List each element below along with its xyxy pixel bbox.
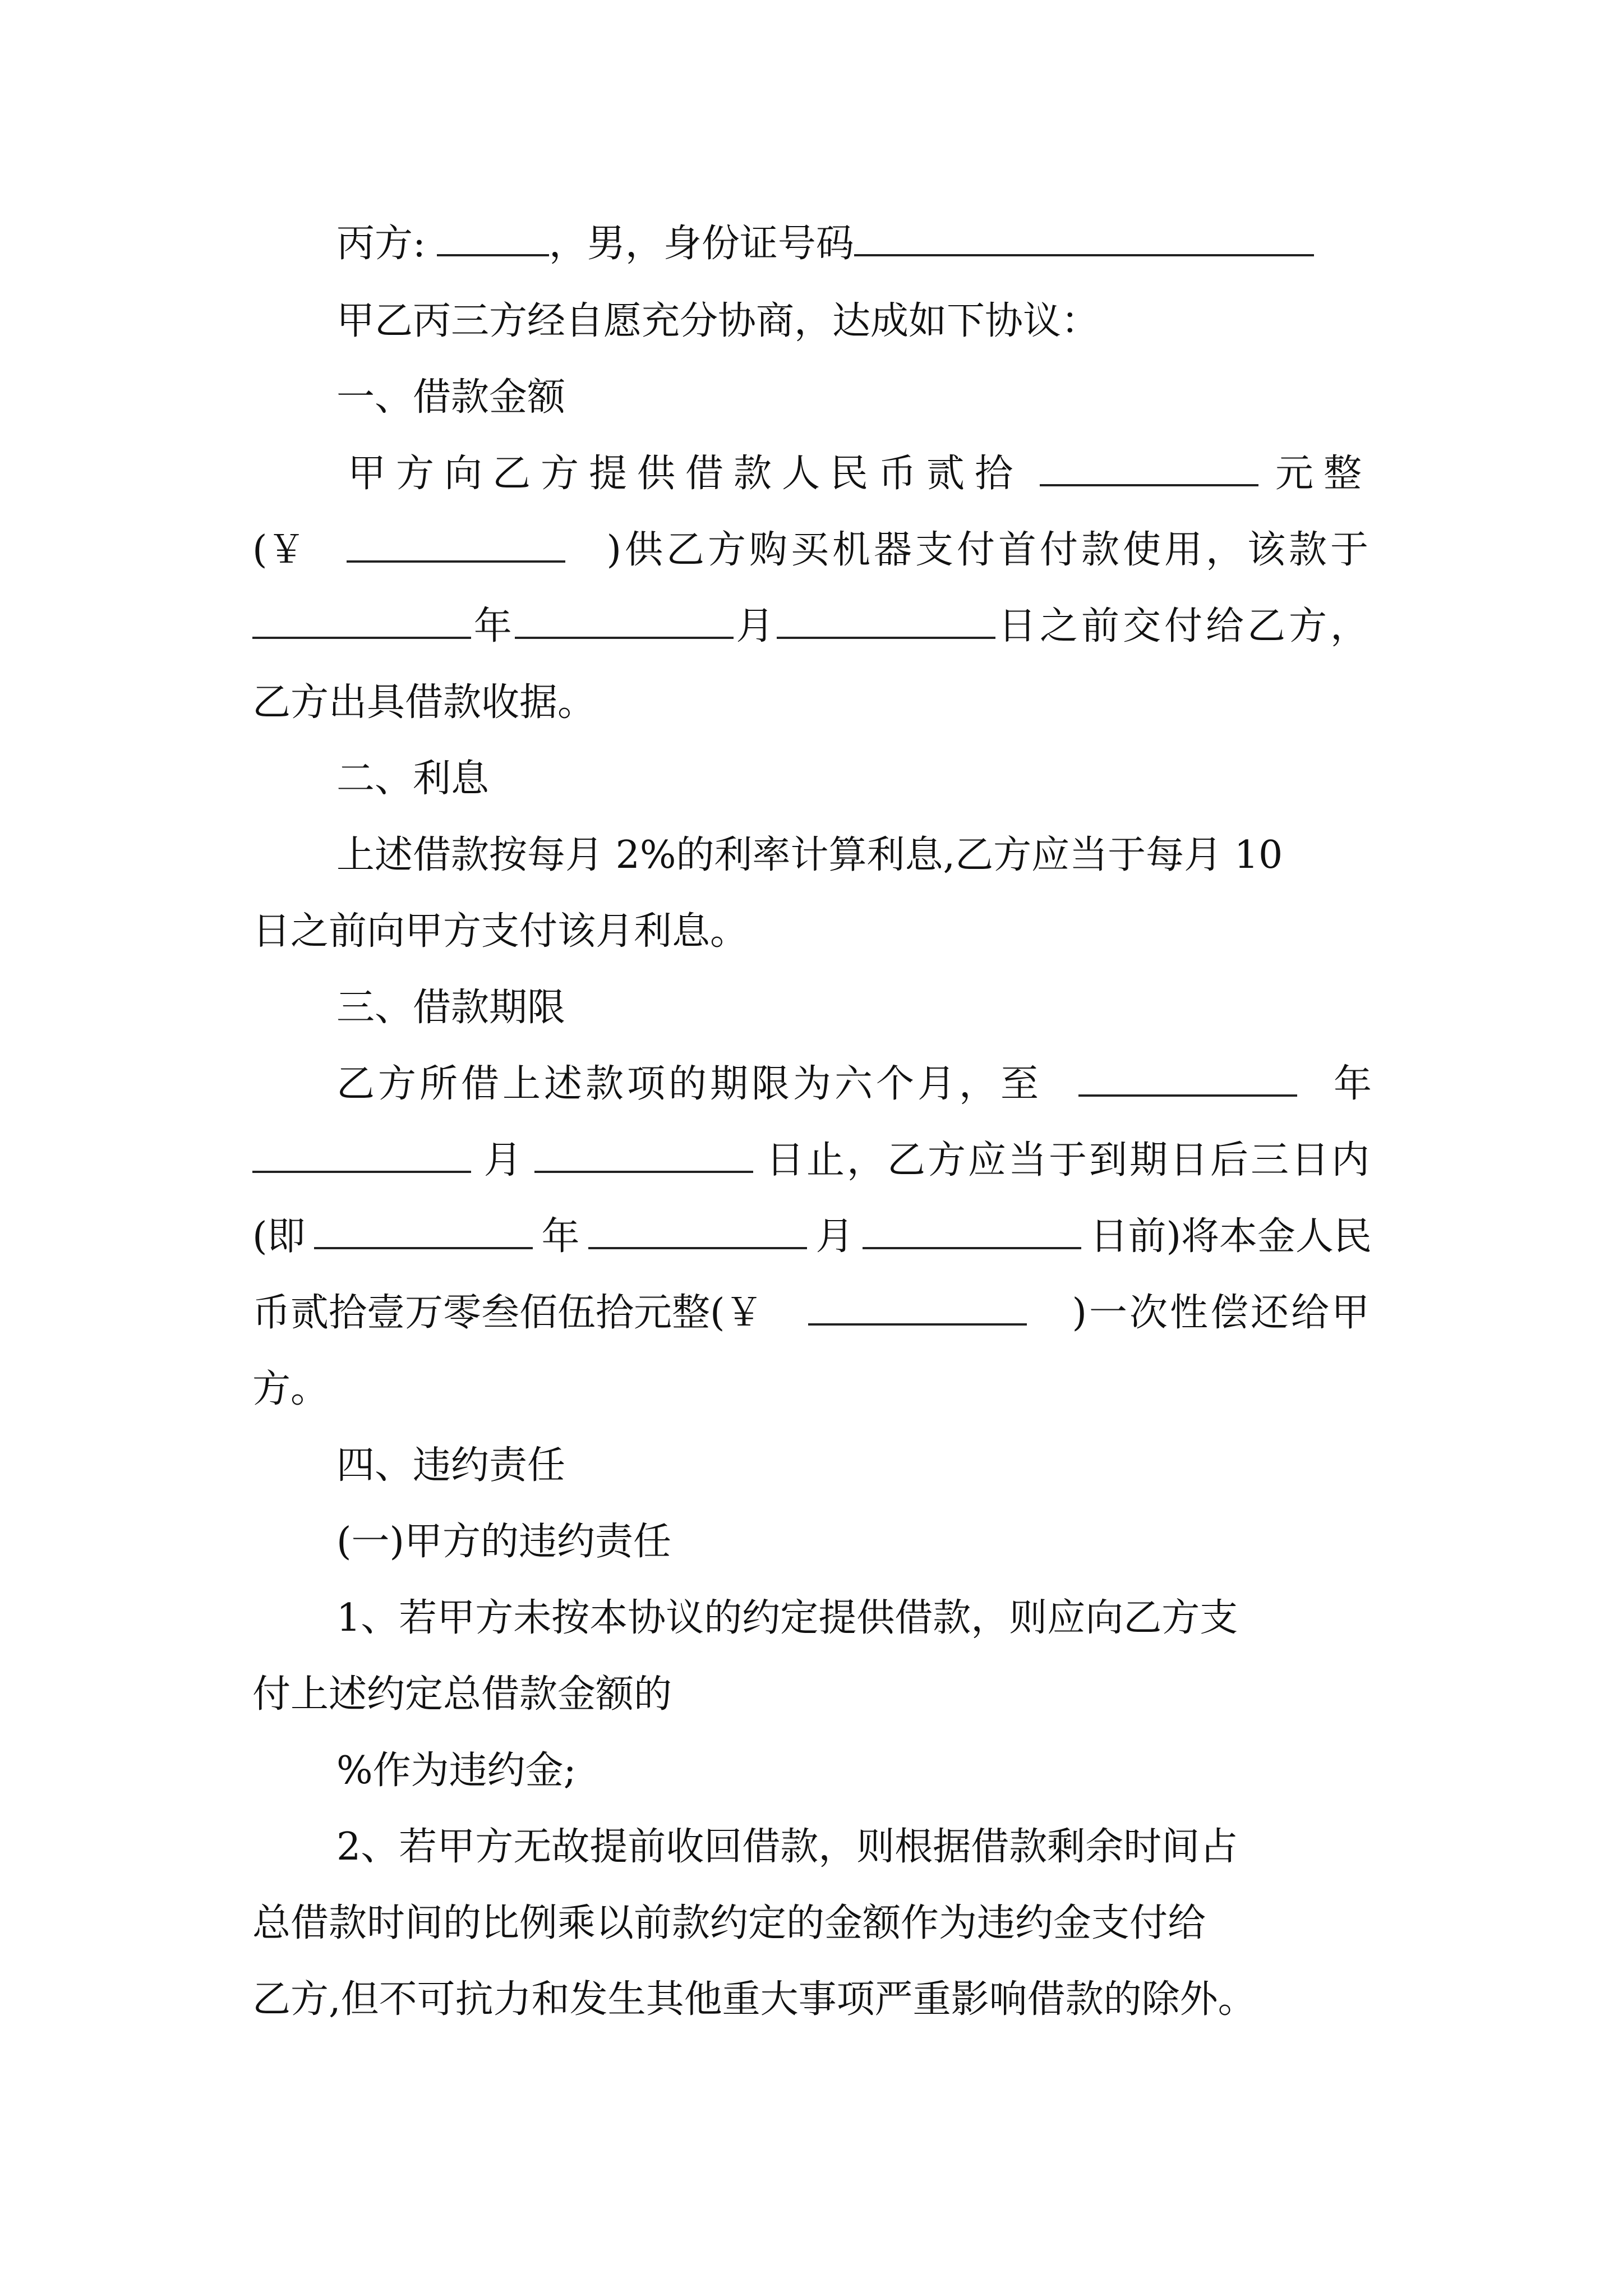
term-end-year-blank	[1078, 1060, 1297, 1097]
repay-month-blank	[588, 1212, 807, 1249]
liability-clause-1-line-2: 付上述约定总借款金额的	[252, 1672, 672, 1717]
subheading-party-a-liability: (一)甲方的违约责任	[336, 1520, 672, 1564]
delivery-day-blank	[777, 602, 995, 639]
party-c-line	[336, 219, 1314, 269]
loan-amount-line-1	[348, 449, 1372, 499]
loan-receipt-line: 乙方出具借款收据。	[252, 680, 596, 725]
agreement-intro-line: 甲乙丙三方经自愿充分协商，达成如下协议：	[336, 299, 1100, 343]
term-line-4	[252, 1288, 1372, 1338]
term-end-year-label: 年	[1333, 1062, 1372, 1106]
liability-clause-2-line-2: 总借款时间的比例乘以前款约定的金额作为违约金支付给	[252, 1901, 1206, 1945]
liability-clause-2-line-1: 2、若甲方无故提前收回借款，则根据借款剩余时间占	[336, 1825, 1238, 1869]
interest-line-2: 日之前向甲方支付该月利息。	[252, 909, 749, 954]
loan-amount-purpose-text: )供乙方购买机器支付首付款使用，该款于	[606, 528, 1372, 572]
term-end-day-blank	[534, 1136, 753, 1173]
term-line-3	[252, 1212, 1372, 1262]
liability-clause-1-line-3: %作为违约金;	[336, 1749, 577, 1793]
party-c-label: 丙方:	[336, 222, 426, 266]
party-c-gender-id-label: ，男，身份证号码	[548, 222, 854, 266]
term-text-a: 乙方所借上述款项的期限为六个月，至	[336, 1062, 1043, 1106]
liability-clause-2-line-3: 乙方,但不可抗力和发生其他重大事项严重影响借款的除外。	[252, 1977, 1256, 2022]
repay-year-label: 年	[541, 1214, 580, 1259]
loan-amount-line-2	[252, 525, 1372, 576]
term-line-5: 方。	[252, 1367, 329, 1411]
loan-amount-yen-blank	[347, 526, 565, 563]
delivery-month-blank	[515, 602, 734, 639]
repay-amount-text: 币贰拾壹万零叁佰伍拾元整(￥	[252, 1291, 763, 1335]
term-end-day-text: 日止，乙方应当于到期日后三日内	[766, 1138, 1372, 1182]
liability-clause-1-line-1: 1、若甲方未按本协议的约定提供借款，则应向乙方支	[336, 1596, 1238, 1640]
section-heading-interest: 二、利息	[336, 757, 490, 801]
interest-line-1: 上述借款按每月 2%的利率计算利息,乙方应当于每月 10	[336, 833, 1283, 877]
repay-month-label: 月	[815, 1214, 854, 1259]
section-heading-loan-amount: 一、借款金额	[336, 375, 566, 420]
delivery-year-label: 年	[473, 604, 512, 648]
section-heading-liability: 四、违约责任	[336, 1443, 566, 1488]
delivery-day-text: 日之前交付给乙方，	[998, 604, 1372, 648]
delivery-year-blank	[252, 602, 471, 639]
repay-day-text: 日前)将本金人民	[1090, 1214, 1372, 1259]
repay-once-text: )一次性偿还给甲	[1072, 1291, 1372, 1335]
term-end-month-label: 月	[483, 1138, 522, 1182]
loan-amount-text-b: 元整	[1275, 452, 1372, 496]
repay-year-blank	[314, 1212, 533, 1249]
term-line-1	[336, 1059, 1372, 1110]
repay-day-blank	[863, 1212, 1081, 1249]
loan-amount-line-3	[252, 601, 1372, 652]
loan-amount-yen-open: (￥	[252, 528, 306, 572]
term-line-2	[252, 1135, 1372, 1186]
party-c-id-blank	[854, 219, 1314, 256]
section-heading-term: 三、借款期限	[336, 986, 566, 1030]
delivery-month-label: 月	[736, 604, 774, 648]
loan-amount-blank	[1040, 449, 1258, 486]
term-end-month-blank	[252, 1136, 471, 1173]
repay-open-paren: (即	[252, 1214, 306, 1259]
party-c-name-blank	[437, 219, 549, 256]
loan-amount-text-a: 甲方向乙方提供借款人民币贰拾	[348, 452, 1023, 496]
repay-amount-blank	[808, 1289, 1027, 1326]
